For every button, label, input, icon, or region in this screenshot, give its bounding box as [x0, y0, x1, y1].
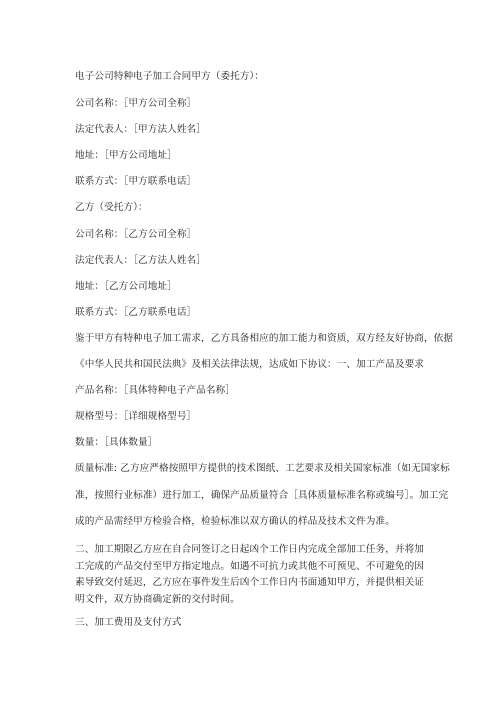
product-model: 规格型号：［详细规格型号］: [75, 411, 197, 422]
preamble-line-1: 鉴于甲方有特种电子加工需求，乙方具备相应的加工能力和资质，双方经友好协商，依据: [75, 333, 454, 344]
party-a-contact: 联系方式：［甲方联系电话］: [75, 176, 197, 187]
contract-title-line: 电子公司特种电子加工合同甲方（委托方）：: [75, 71, 265, 82]
quality-standard-line-1: 质量标准: 乙方应严格按照甲方提供的技术图纸、工艺要求及相关国家标准（如无国家标: [75, 463, 450, 474]
party-b-contact: 联系方式：［乙方联系电话］: [75, 307, 197, 318]
party-a-address: 地址：［甲方公司地址］: [75, 150, 177, 161]
preamble-line-2: 《中华人民共和国民法典》及相关法律法规，达成如下协议：一、加工产品及要求: [75, 359, 424, 370]
party-b-legal-representative: 法定代表人：［乙方法人姓名］: [75, 255, 206, 266]
section-three-heading: 三、加工费用及支付方式: [75, 617, 182, 628]
quality-standard-line-3: 成的产品需经甲方检验合格，检验标准以双方确认的样品及技术文件为准。: [75, 516, 395, 527]
product-quantity: 数量：［具体数量］: [75, 437, 158, 448]
product-name: 产品名称：［具体特种电子产品名称］: [75, 385, 235, 396]
party-a-legal-representative: 法定代表人：［甲方法人姓名］: [75, 124, 206, 135]
party-b-heading: 乙方（受托方）：: [75, 202, 148, 213]
party-b-address: 地址：［乙方公司地址］: [75, 281, 177, 292]
party-a-company-name: 公司名称：［甲方公司全称］: [75, 98, 197, 109]
quality-standard-line-2: 准，按照行业标准）进行加工，确保产品质量符合［具体质量标准名称或编号］。加工完: [75, 490, 449, 501]
processing-deadline-paragraph: 二、加工期限乙方应在自合同签订之日起凶个工作日内完成全部加工任务，并将加工完成的产品交付至甲方指定地点。如遇不可抗力或其他不可预见、不可避免的因素导致交付延迟，乙方应在事件发生后凶个工作日内书面通知甲方，并提供相关证明文件，双方协商确定新的交付时间。: [75, 544, 424, 605]
party-b-company-name: 公司名称：［乙方公司全称］: [75, 229, 197, 240]
